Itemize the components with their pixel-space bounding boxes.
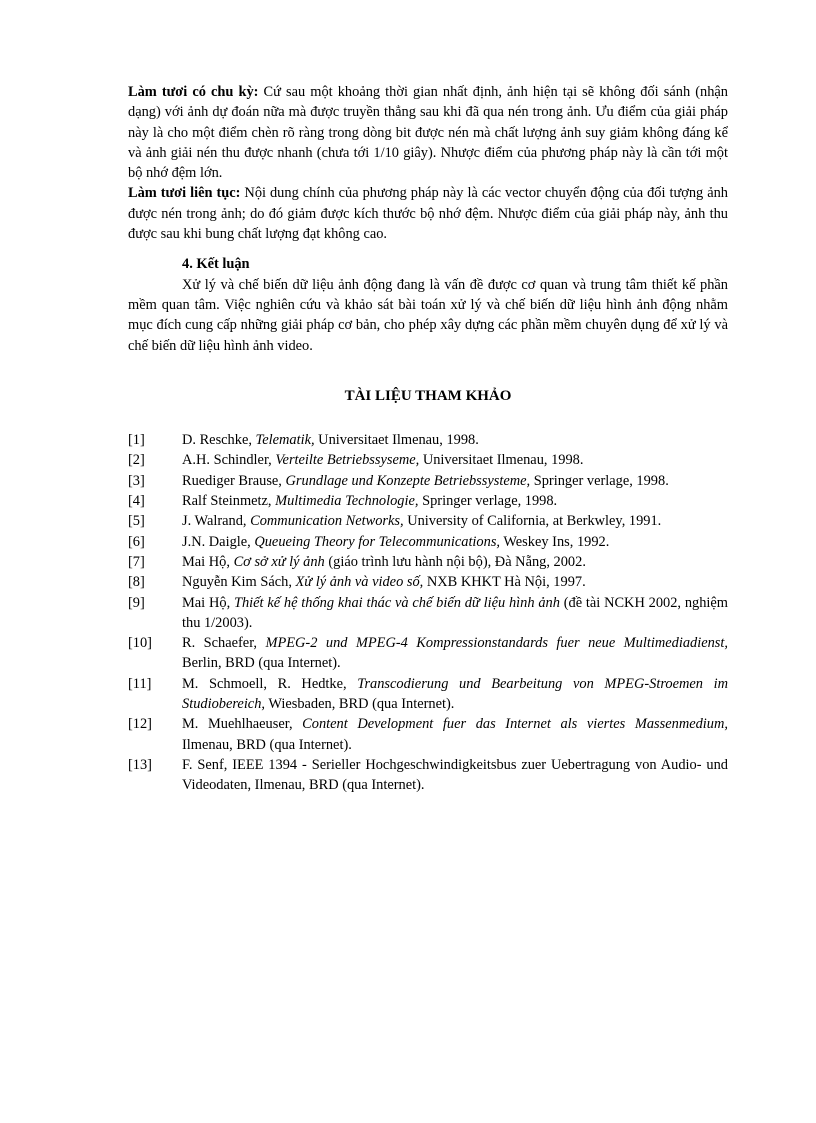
- reference-publisher: Universitaet Ilmenau, 1998.: [419, 452, 584, 469]
- reference-text: [182, 430, 728, 450]
- reference-authors: Ruediger Brause,: [182, 472, 286, 489]
- reference-text: [182, 714, 728, 755]
- reference-publisher: Springer verlage, 1998.: [530, 472, 669, 489]
- reference-number: [10]: [128, 635, 152, 652]
- reference-publisher: Wiesbaden, BRD (qua Internet).: [265, 696, 455, 713]
- reference-text: [182, 633, 728, 674]
- reference-authors: J.N. Daigle,: [182, 533, 255, 550]
- reference-number: [9]: [128, 594, 145, 611]
- reference-item: [128, 674, 728, 715]
- reference-authors: M. Muehlhaeuser,: [182, 716, 303, 733]
- reference-text: [182, 572, 728, 592]
- reference-authors: Nguyễn Kim Sách,: [182, 574, 296, 591]
- continuous-refresh-body: Nội dung chính của phương pháp này là các vector chuyển động của đối tượng ảnh được nén trong ảnh; do đó giảm được kích thước bộ nhớ đệm. Nhược điểm của giải pháp này, ảnh thu được sau khi bung chất lượng đạt không cao.: [128, 185, 728, 243]
- reference-publisher: NXB KHKT Hà Nội, 1997.: [423, 574, 586, 591]
- reference-item: [128, 511, 728, 531]
- reference-authors: D. Reschke,: [182, 432, 256, 449]
- reference-title: Verteilte Betriebssyseme,: [275, 452, 420, 469]
- reference-text: [182, 755, 728, 796]
- reference-number: [3]: [128, 472, 145, 489]
- conclusion-heading: 4. Kết luận: [182, 256, 250, 273]
- reference-number: [5]: [128, 513, 145, 530]
- references-list: [128, 430, 728, 795]
- reference-text: [182, 552, 728, 572]
- periodic-refresh-paragraph: [128, 82, 728, 183]
- reference-text: [182, 450, 728, 470]
- reference-item: [128, 572, 728, 592]
- reference-number: [12]: [128, 716, 152, 733]
- reference-item: [128, 450, 728, 470]
- reference-title: Content Development fuer das Internet als viertes Massenmedium,: [302, 716, 728, 733]
- reference-publisher: (đề tài NCKH 2002, nghiệm thu 1/2003).: [182, 594, 728, 631]
- reference-authors: M. Schmoell, R. Hedtke,: [182, 675, 358, 692]
- continuous-refresh-paragraph: [128, 183, 728, 244]
- reference-title: Transcodierung und Bearbeitung von MPEG-Stroemen im Studiobereich,: [182, 675, 728, 713]
- reference-number: [1]: [128, 432, 145, 449]
- reference-item: [128, 593, 728, 634]
- reference-authors: Mai Hộ,: [182, 594, 234, 611]
- reference-text: [182, 471, 728, 491]
- document-page: [128, 82, 728, 796]
- reference-authors: J. Walrand,: [182, 513, 251, 530]
- reference-number: [13]: [128, 756, 152, 773]
- reference-item: [128, 755, 728, 796]
- reference-item: [128, 532, 728, 552]
- reference-item: [128, 430, 728, 450]
- reference-title: Queueing Theory for Telecommunications,: [254, 533, 501, 550]
- reference-text: [182, 532, 728, 552]
- reference-item: [128, 471, 728, 491]
- reference-authors: Ralf Steinmetz,: [182, 493, 276, 510]
- reference-item: [128, 552, 728, 572]
- reference-publisher: Springer verlage, 1998.: [418, 493, 558, 510]
- periodic-refresh-lead: Làm tươi có chu kỳ:: [128, 84, 259, 100]
- reference-authors: Mai Hộ,: [182, 553, 234, 570]
- reference-authors: F. Senf, IEEE 1394 - Serieller Hochgeschwindigkeitsbus zuer Uebertragung von Audio- und Videodaten, Ilmenau, BRD (qua Internet).: [182, 756, 728, 794]
- reference-title: Communication Networks,: [250, 513, 404, 530]
- reference-title: MPEG-2 und MPEG-4 Kompressionstandards fuer neue Multimediadienst,: [265, 635, 728, 652]
- references-title: TÀI LIỆU THAM KHẢO: [344, 387, 512, 404]
- conclusion-body: Xử lý và chế biến dữ liệu ảnh động đang là vấn đề được cơ quan và trung tâm thiết kế phần mềm quan tâm. Việc nghiên cứu và khảo sát bài toán xử lý và chế biến dữ liệu hình ảnh động nhằm mục đích cung cấp những giải pháp cơ bản, cho phép xây dựng các phần mềm chuyên dụng để xử lý và chế biến dữ liệu hình ảnh video.: [128, 276, 728, 354]
- reference-number: [6]: [128, 533, 145, 550]
- continuous-refresh-lead: Làm tươi liên tục:: [128, 185, 241, 202]
- reference-authors: R. Schaefer,: [182, 635, 266, 652]
- reference-authors: A.H. Schindler,: [182, 452, 276, 469]
- reference-publisher: Ilmenau, BRD (qua Internet).: [182, 736, 352, 753]
- reference-title: Thiết kế hệ thống khai thác và chế biến dữ liệu hình ảnh: [233, 594, 560, 611]
- reference-number: [8]: [128, 574, 145, 591]
- reference-publisher: Berlin, BRD (qua Internet).: [182, 655, 341, 672]
- reference-publisher: University of California, at Berkwley, 1991.: [403, 513, 662, 530]
- reference-text: [182, 511, 728, 531]
- reference-item: [128, 491, 728, 511]
- reference-publisher: Weskey Ins, 1992.: [500, 533, 610, 550]
- reference-number: [2]: [128, 452, 145, 469]
- reference-item: [128, 633, 728, 674]
- reference-publisher: (giáo trình lưu hành nội bộ), Đà Nẵng, 2002.: [324, 553, 586, 570]
- reference-number: [7]: [128, 553, 145, 570]
- reference-text: [182, 593, 728, 634]
- periodic-refresh-body: Cứ sau một khoảng thời gian nhất định, ảnh hiện tại sẽ không đối sánh (nhận dạng) với ảnh dự đoán nữa mà được truyền thẳng sau khi đã qua nén trong ảnh. Ưu điểm của giải pháp này là cho một điểm chèn rõ ràng trong dòng bit được nén mà chất lượng ảnh suy giảm không đáng kể và ảnh giải nén thu được nhanh (chưa tới 1/10 giây). Nhược điểm của phương pháp này là cần tới một bộ nhớ đệm lớn.: [128, 84, 728, 182]
- reference-text: [182, 674, 728, 715]
- reference-title: Multimedia Technologie,: [275, 493, 419, 510]
- reference-title: Cơ sở xử lý ảnh: [233, 553, 325, 570]
- reference-title: Grundlage und Konzepte Betriebssysteme,: [285, 472, 531, 489]
- reference-publisher: Universitaet Ilmenau, 1998.: [314, 432, 479, 449]
- reference-text: [182, 491, 728, 511]
- reference-number: [4]: [128, 493, 145, 510]
- reference-title: Telematik,: [255, 432, 315, 449]
- reference-number: [11]: [128, 675, 152, 692]
- reference-title: Xử lý ảnh và video số,: [295, 574, 424, 591]
- reference-item: [128, 714, 728, 755]
